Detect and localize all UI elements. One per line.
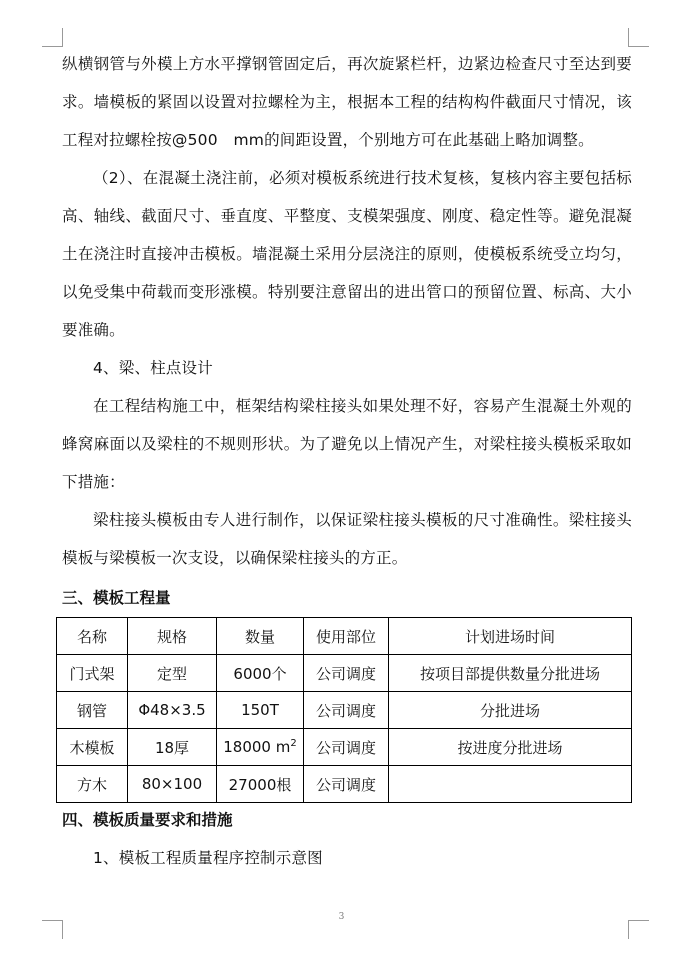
table-header-cell: 规格 [128,618,217,655]
table-cell: 公司调度 [304,692,389,729]
table-header-cell: 使用部位 [304,618,389,655]
table-cell: 按项目部提供数量分批进场 [389,655,632,692]
table-cell: 6000个 [217,655,304,692]
table-cell: 公司调度 [304,729,389,766]
area-value: 18000 m [223,738,291,756]
page-content [62,45,632,877]
table-header-row [57,618,632,655]
area-unit-superscript: 2 [290,738,297,749]
table-cell: 18厚 [128,729,217,766]
formwork-quantity-table [56,617,632,803]
table-cell: 按进度分批进场 [389,729,632,766]
table-row [57,692,632,729]
table-header-cell: 数量 [217,618,304,655]
table-header-cell: 计划进场时间 [389,618,632,655]
table-cell: 定型 [128,655,217,692]
paragraph-beam-column-problem: 在工程结构施工中，框架结构梁柱接头如果处理不好，容易产生混凝土外观的蜂窝麻面以及梁柱的不规则形状。为了避免以上情况产生，对梁柱接头模板采取如下措施： [62,397,632,491]
subheading-beam-column-design: 4、梁、柱点设计 [93,359,213,377]
table-row [57,655,632,692]
table-cell: 分批进场 [389,692,632,729]
table-header-cell: 名称 [57,618,128,655]
crop-mark-top-left [42,28,63,47]
table-cell [389,766,632,803]
table-cell: 门式架 [57,655,128,692]
table-cell: 80×100 [128,766,217,803]
table-row [57,766,632,803]
table-row [57,729,632,766]
table-cell: 150T [217,692,304,729]
table-cell: 方木 [57,766,128,803]
crop-mark-bottom-left [42,920,63,939]
section-heading-quality-measures: 四、模板质量要求和措施 [62,811,233,829]
table-cell: 钢管 [57,692,128,729]
table-cell: 公司调度 [304,655,389,692]
table-cell: Φ48×3.5 [128,692,217,729]
table-cell: 公司调度 [304,766,389,803]
crop-mark-bottom-right [628,920,649,939]
paragraph-formwork-fastening: 纵横钢管与外模上方水平撑钢管固定后，再次旋紧栏杆，边紧边检查尺寸至达到要求。墙模板的紧固以设置对拉螺栓为主，根据本工程的结构构件截面尺寸情况，该工程对拉螺栓按@500 mm的间距设置，个别地方可在此基础上略加调整。 [62,55,632,149]
table-cell-area [217,729,304,766]
table-cell: 27000根 [217,766,304,803]
page-number: 3 [338,912,345,922]
paragraph-beam-column-measures: 梁柱接头模板由专人进行制作，以保证梁柱接头模板的尺寸准确性。梁柱接头模板与梁模板一次支设，以确保梁柱接头的方正。 [62,511,632,567]
section-heading-formwork-quantity: 三、模板工程量 [62,589,171,607]
table-cell: 木模板 [57,729,128,766]
sub-item-quality-control-diagram: 1、模板工程质量程序控制示意图 [93,849,323,867]
paragraph-pre-pour-check: （2）、在混凝土浇注前，必须对模板系统进行技术复核，复核内容主要包括标高、轴线、截面尺寸、垂直度、平整度、支模架强度、刚度、稳定性等。避免混凝土在浇注时直接冲击模板。墙混凝土采用分层浇注的原则，使模板系统受立均匀，以免受集中荷载而变形涨模。特别要注意留出的进出管口的预留位置、标高、大小要准确。 [62,169,632,339]
